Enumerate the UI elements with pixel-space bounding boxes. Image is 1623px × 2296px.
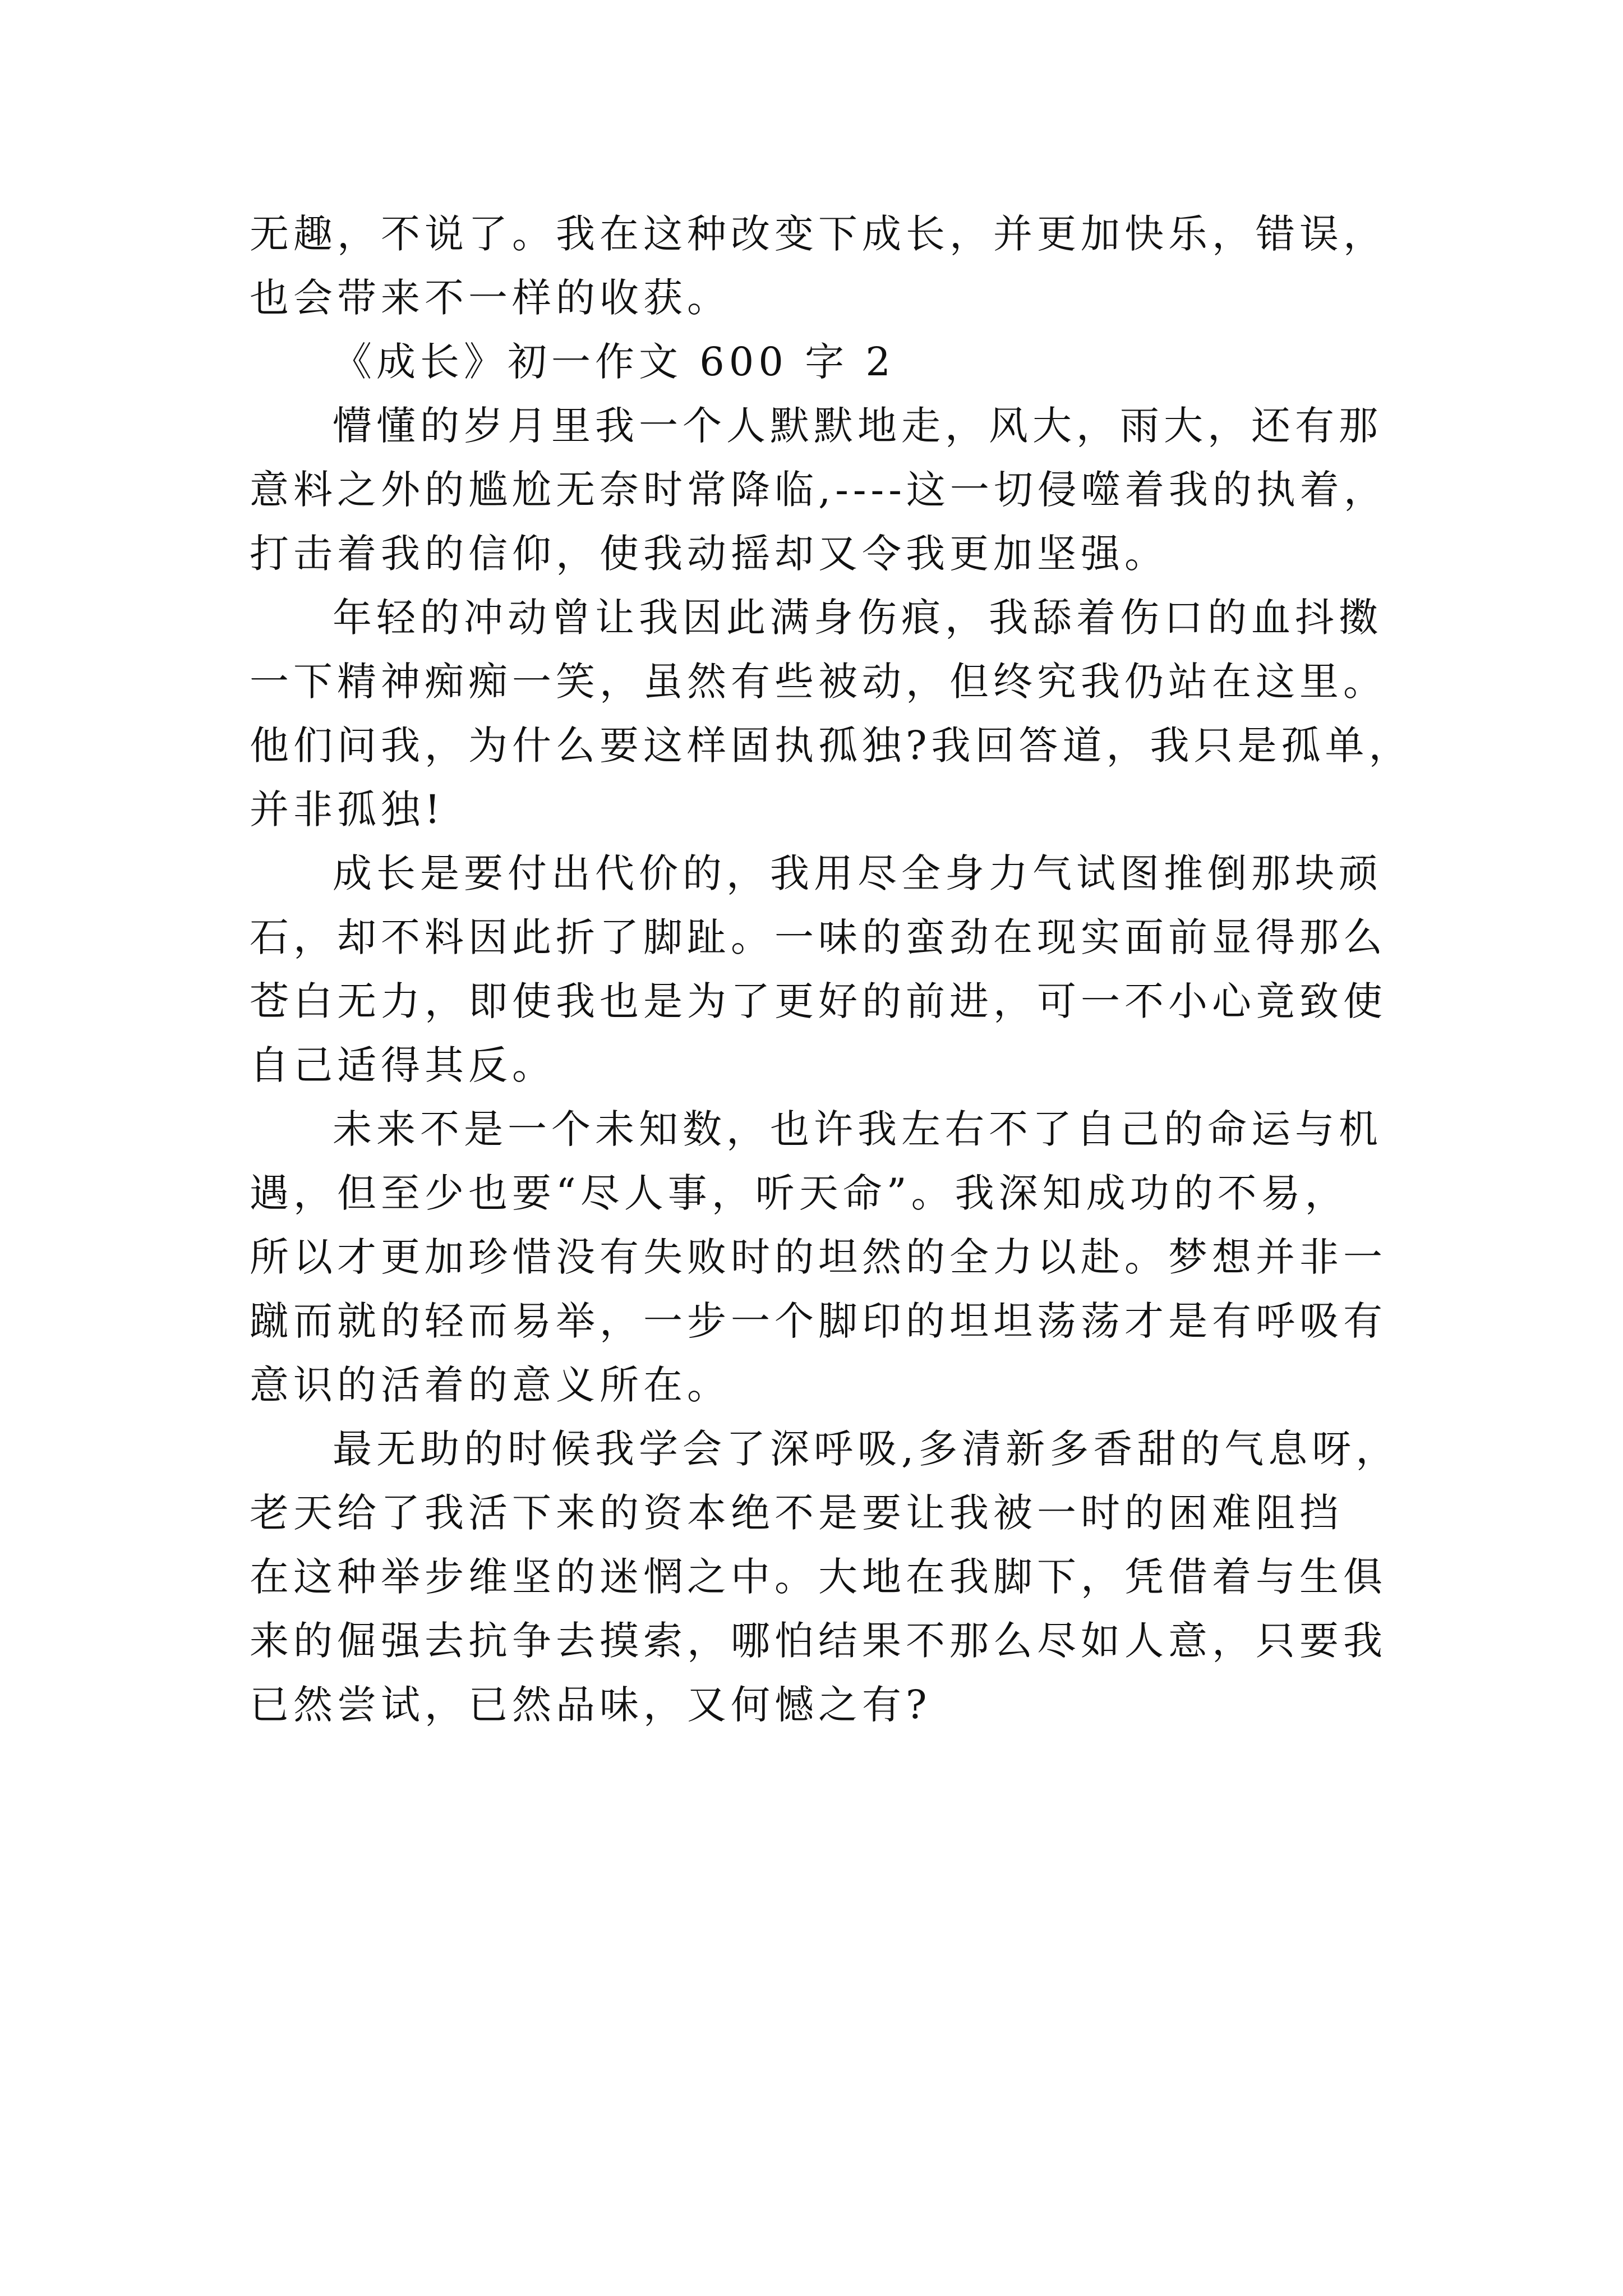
text-line: 他们问我，为什么要这样固执孤独?我回答道，我只是孤单， [250,723,1413,769]
text-line: 遇，但至少也要“尽人事，听天命”。我深知成功的不易， [250,1170,1349,1216]
text-line: 意料之外的尴尬无奈时常降临,----这一切侵噬着我的执着， [250,467,1387,513]
text-line: 也会带来不一样的收获。 [250,275,731,321]
text-line: 在这种举步维坚的迷惘之中。大地在我脚下，凭借着与生俱 [250,1554,1387,1600]
text-line: 意识的活着的意义所在。 [250,1362,731,1408]
text-line: 石，却不料因此折了脚趾。一味的蛮劲在现实面前显得那么 [250,914,1387,960]
paragraph-2 [250,586,1413,841]
text-line: 所以才更加珍惜没有失败时的坦然的全力以赴。梦想并非一 [250,1234,1387,1280]
text-line: 未来不是一个未知数，也许我左右不了自己的命运与机 [333,1106,1382,1152]
text-line: 来的倔强去抗争去摸索，哪怕结果不那么尽如人意，只要我 [250,1618,1387,1664]
opening-paragraph [250,202,1394,330]
paragraph-3 [250,841,1394,1097]
document-page [250,202,1413,1737]
text-line: 懵懂的岁月里我一个人默默地走，风大，雨大，还有那 [333,403,1382,449]
paragraph-4 [250,1097,1394,1417]
text-line: 已然尝试，已然品味，又何憾之有? [250,1682,932,1728]
text-line: 最无助的时候我学会了深呼吸,多清新多香甜的气息呀， [333,1426,1400,1472]
text-line: 成长是要付出代价的，我用尽全身力气试图推倒那块顽 [333,850,1382,896]
text-line: 老天给了我活下来的资本绝不是要让我被一时的困难阻挡 [250,1490,1343,1536]
text-line: 蹴而就的轻而易举，一步一个脚印的坦坦荡荡才是有呼吸有 [250,1298,1387,1344]
text-line: 自己适得其反。 [250,1042,556,1088]
text-line: 打击着我的信仰，使我动摇却又令我更加坚强。 [250,531,1168,577]
text-line: 并非孤独! [250,786,445,832]
paragraph-1 [250,394,1394,586]
paragraph-5 [250,1417,1400,1737]
essay-heading: 《成长》初一作文 600 字 2 [333,339,895,385]
text-line: 无趣，不说了。我在这种改变下成长，并更加快乐，错误， [250,211,1387,257]
text-line: 一下精神痴痴一笑，虽然有些被动，但终究我仍站在这里。 [250,659,1387,705]
text-line: 年轻的冲动曾让我因此满身伤痕，我舔着伤口的血抖擞 [333,595,1382,641]
text-line: 苍白无力，即使我也是为了更好的前进，可一不小心竟致使 [250,978,1387,1024]
